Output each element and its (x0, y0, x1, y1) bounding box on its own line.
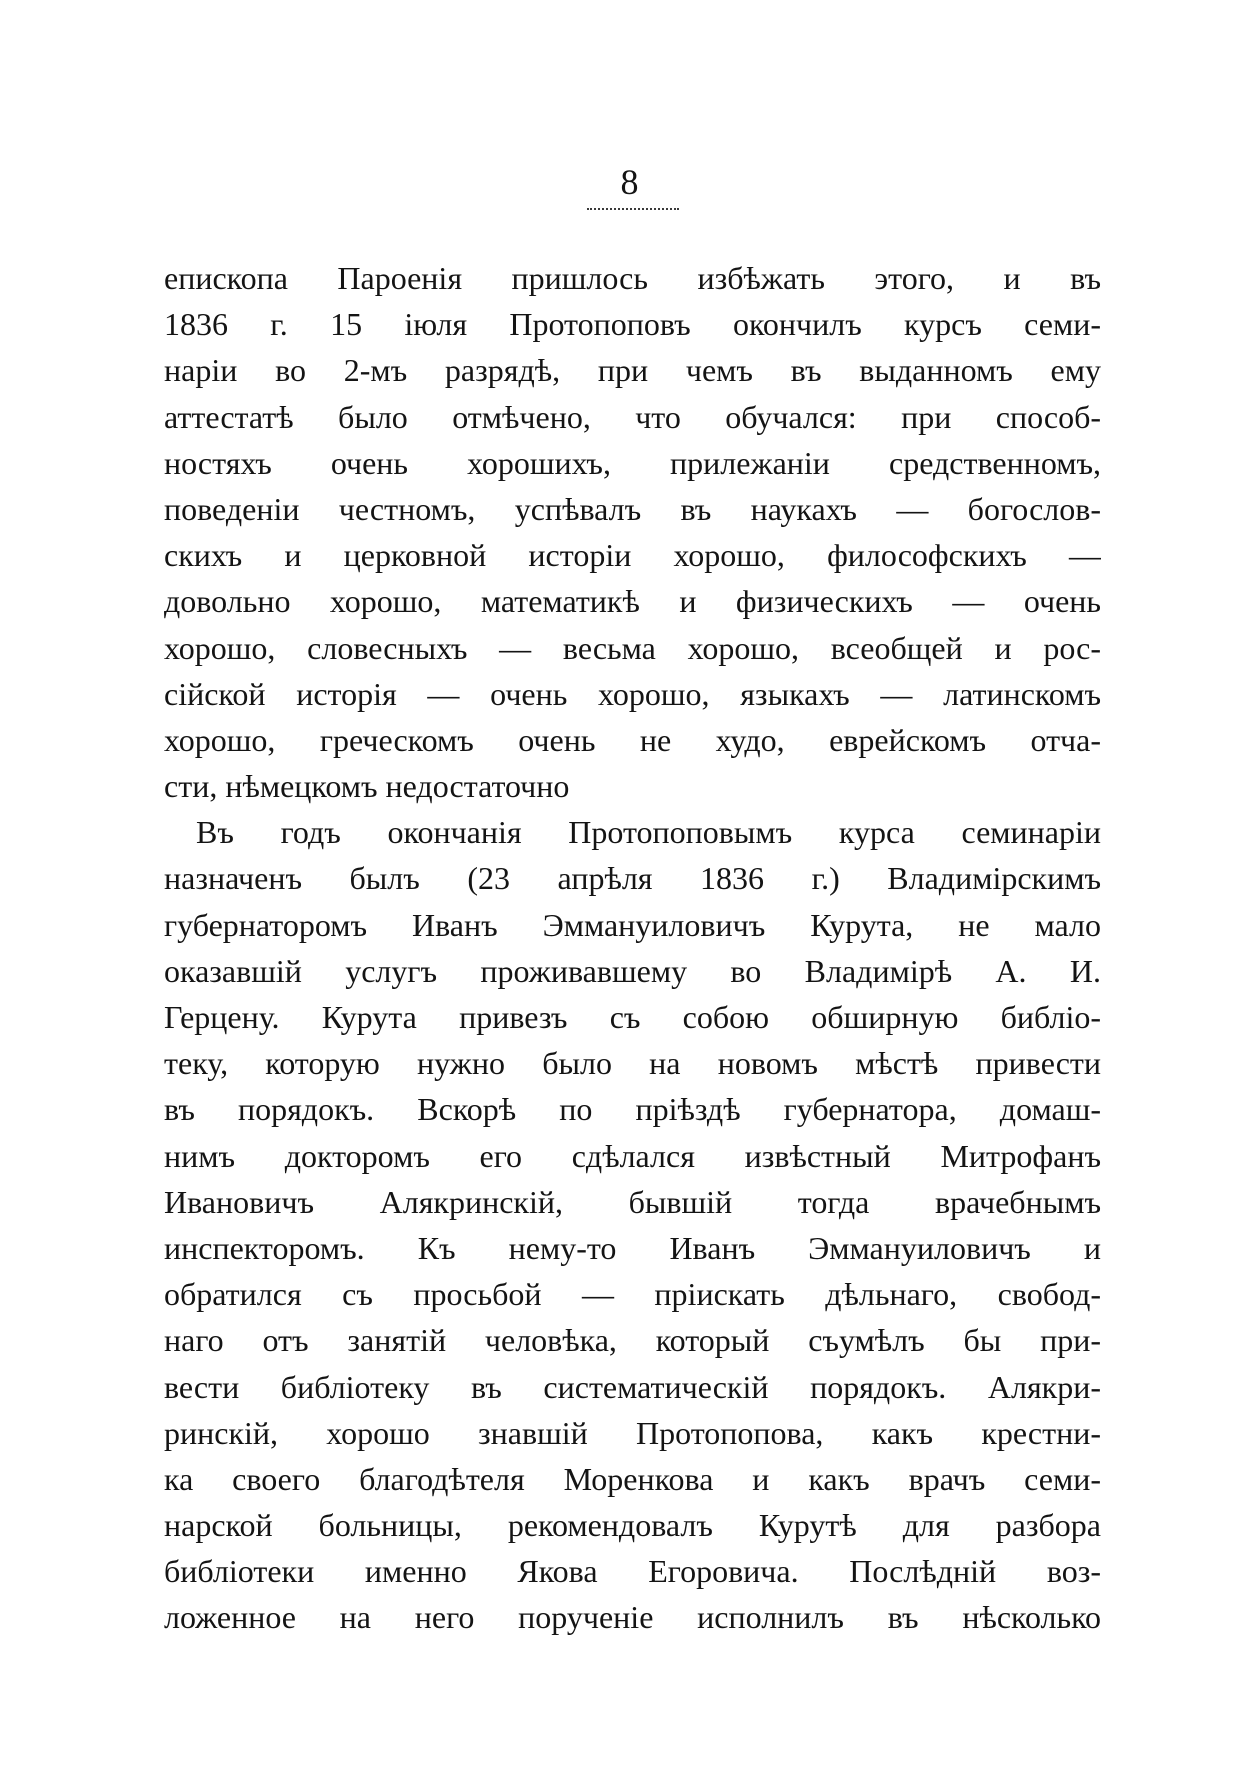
text-line: сти, нѣмецкомъ недостаточно (164, 768, 570, 805)
text-line: нарской больницы, рекомендовалъ Курутѣ для разбора (164, 1507, 1101, 1544)
text-line: Въ годъ окончанія Протопоповымъ курса семинаріи (196, 814, 1101, 851)
text-line: губернаторомъ Иванъ Эммануиловичъ Курута, не мало (164, 906, 1101, 943)
text-line: хорошо, словесныхъ — весьма хорошо, всеобщей и рос- (164, 629, 1101, 666)
text-line: инспекторомъ. Къ нему-то Иванъ Эммануиловичъ и (164, 1229, 1101, 1266)
text-line: 1836 г. 15 іюля Протопоповъ окончилъ курсъ семи- (164, 306, 1101, 343)
text-line: аттестатѣ было отмѣчено, что обучался: при способ- (164, 398, 1101, 435)
text-line: ринскій, хорошо знавшій Протопопова, какъ крестни- (164, 1414, 1101, 1451)
text-line: ка своего благодѣтеля Моренкова и какъ врачъ семи- (164, 1460, 1101, 1497)
text-line: въ порядокъ. Вскорѣ по пріѣздѣ губернатора, домаш- (164, 1091, 1101, 1128)
text-line: скихъ и церковной исторіи хорошо, философскихъ — (164, 537, 1101, 574)
text-line: нимъ докторомъ его сдѣлался извѣстный Митрофанъ (164, 1137, 1101, 1174)
text-line: хорошо, греческомъ очень не худо, еврейскомъ отча- (164, 721, 1101, 758)
page-number-rule (587, 208, 679, 210)
text-line: довольно хорошо, математикѣ и физическихъ — очень (164, 583, 1101, 620)
text-line: наго отъ занятій человѣка, который съумѣлъ бы при- (164, 1322, 1101, 1359)
text-line: Ивановичъ Алякринскій, бывшій тогда врачебнымъ (164, 1183, 1101, 1220)
text-line: Герцену. Курута привезъ съ собою обширную библіо- (164, 999, 1101, 1035)
text-line: епископа Пароенія пришлось избѣжать этого, и въ (164, 260, 1101, 296)
text-line: назначенъ былъ (23 апрѣля 1836 г.) Владимірскимъ (164, 860, 1101, 897)
body-text (164, 255, 1101, 1641)
text-line: ложенное на него порученіе исполнилъ въ нѣсколько (164, 1599, 1101, 1636)
text-line: вести библіотеку въ систематическій порядокъ. Алякри- (164, 1368, 1101, 1405)
text-line: наріи во 2-мъ разрядѣ, при чемъ въ выданномъ ему (164, 352, 1101, 389)
page-number: 8 (620, 162, 639, 202)
text-line: ностяхъ очень хорошихъ, прилежаніи средственномъ, (164, 444, 1101, 481)
text-line: оказавшій услугъ проживавшему во Владимірѣ А. И. (164, 952, 1101, 989)
text-line: сійской исторія — очень хорошо, языкахъ — латинскомъ (164, 675, 1101, 712)
text-line: обратился съ просьбой — пріискать дѣльнаго, свобод- (164, 1276, 1101, 1313)
text-line: библіотеки именно Якова Егоровича. Послѣдній воз- (164, 1553, 1101, 1590)
text-line: теку, которую нужно было на новомъ мѣстѣ привести (164, 1045, 1101, 1082)
text-line: поведеніи честномъ, успѣвалъ въ наукахъ — богослов- (164, 490, 1101, 527)
